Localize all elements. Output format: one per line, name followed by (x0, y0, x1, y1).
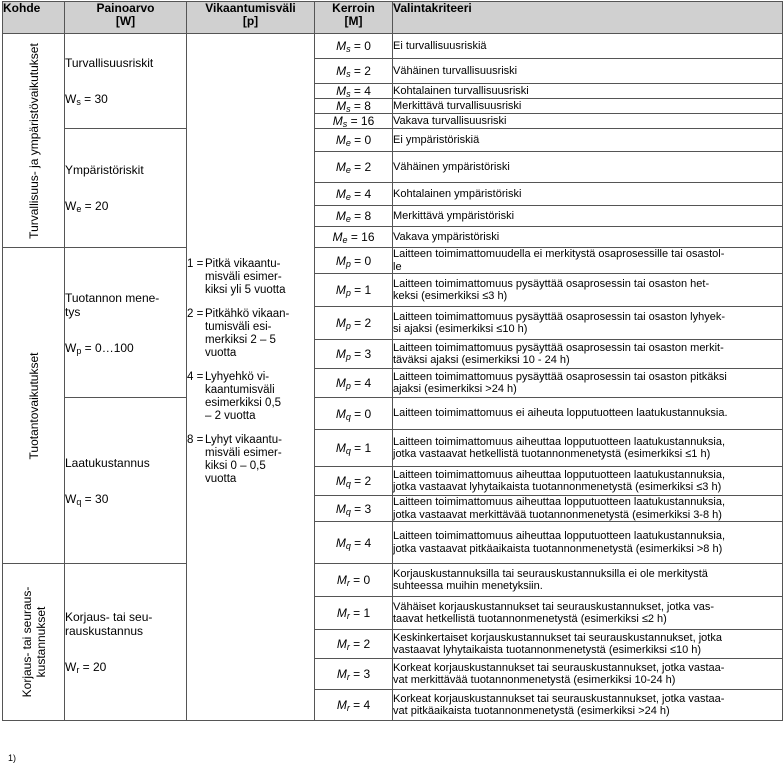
weight-name: Turvallisuusriskit (65, 56, 154, 70)
coefficient-cell: $M_p = 4$ (315, 369, 393, 398)
coefficient-cell: $M_s = 2$ (315, 59, 393, 84)
header-kohde: Kohde (3, 2, 65, 34)
group-cell (3, 248, 65, 564)
weight-name: Tuotannon mene- tys (65, 290, 160, 319)
weight-value: $W_r = 20$ (65, 660, 107, 675)
criterion-cell: Vähäinen ympäristöriski (393, 152, 783, 183)
criteria-table (2, 1, 783, 721)
footnote: 1) (8, 753, 17, 763)
coefficient-cell: $M_s = 4$ (315, 84, 393, 99)
table-row (3, 248, 783, 274)
coefficient-cell: $M_p = 0$ (315, 248, 393, 274)
coefficient-cell: $M_r = 1$ (315, 597, 393, 630)
criterion-cell: Kohtalainen turvallisuusriski (393, 84, 783, 99)
header-painoarvo: Painoarvo [W] (65, 2, 187, 34)
coefficient-cell: $M_q = 3$ (315, 496, 393, 522)
interval-item (187, 308, 314, 360)
table-row (3, 564, 783, 597)
criterion-cell: Laitteen toimimattomuus aiheuttaa lopputuotteen laatukustannuksia, jotka vastaavat lyhytaikaista tuotannonmenetystä (esimerkiksi ≤3 h) (393, 467, 783, 496)
weight-value: $W_s = 30$ (65, 92, 108, 107)
group-label: Tuotantovaikutukset (26, 352, 41, 459)
coefficient-cell: $M_p = 1$ (315, 274, 393, 307)
criterion-cell: Merkittävä ympäristöriski (393, 206, 783, 227)
table-row (3, 129, 783, 152)
criterion-cell: Laitteen toimimattomuus pysäyttää osaprosessin tai osaston merkit- täväksi ajaksi (esimerkiksi 10 - 24 h) (393, 340, 783, 369)
interval-item (187, 258, 314, 297)
criterion-cell: Laitteen toimimattomuudella ei merkitystä osaprosessille tai osastol- le (393, 248, 783, 274)
criterion-cell: Vähäiset korjauskustannukset tai seurauskustannukset, jotka vas- taavat hetkellistä tuotannonmenetystä (esimerkiksi ≤2 h) (393, 597, 783, 630)
coefficient-cell: $M_s = 0$ (315, 34, 393, 59)
header-vikaantumisvali: Vikaantumisväli [p] (187, 2, 315, 34)
coefficient-cell: $M_r = 4$ (315, 690, 393, 721)
coefficient-cell: $M_r = 2$ (315, 630, 393, 659)
coefficient-cell: $M_e = 0$ (315, 129, 393, 152)
group-cell (3, 34, 65, 248)
coefficient-cell: $M_e = 2$ (315, 152, 393, 183)
group-label: Korjaus- tai seuraus- kustannukset (19, 586, 48, 698)
weight-cell (65, 34, 187, 129)
criterion-cell: Laitteen toimimattomuus aiheuttaa lopputuotteen laatukustannuksia, jotka vastaavat merkittävää tuotannonmenetystä (esimerkiksi 3-8 h) (393, 496, 783, 522)
interval-text: Pitkä vikaantu- misväli esimer- kiksi yli 5 vuotta (205, 257, 286, 296)
interval-number: 4 = (187, 370, 204, 383)
group-label: Turvallisuus- ja ympäristövaikutukset (26, 42, 41, 239)
coefficient-cell: $M_e = 16$ (315, 227, 393, 248)
criterion-cell: Vakava turvallisuusriski (393, 114, 783, 129)
interval-text: Lyhyehkö vi- kaantumisväli esimerkiksi 0,5 – 2 vuotta (205, 370, 282, 422)
criterion-cell: Vähäinen turvallisuusriski (393, 59, 783, 84)
interval-text: Pitkähkö vikaan- tumisväli esi- merkiksi 2 – 5 vuotta (205, 307, 290, 359)
coefficient-cell: $M_r = 3$ (315, 659, 393, 690)
criterion-cell: Vakava ympäristöriski (393, 227, 783, 248)
criterion-cell: Laitteen toimimattomuus ei aiheuta lopputuotteen laatukustannuksia. (393, 398, 783, 430)
criterion-cell: Laitteen toimimattomuus aiheuttaa lopputuotteen laatukustannuksia, jotka vastaavat pitkäaikaista tuotannonmenetystä (esimerkiksi >8 h) (393, 522, 783, 564)
criterion-cell: Merkittävä turvallisuusriski (393, 99, 783, 114)
criterion-cell: Laitteen toimimattomuus pysäyttää osaprosessin tai osaston pitkäksi ajaksi (esimerkiksi >24 h) (393, 369, 783, 398)
weight-value: $W_p$ = 0…100 (65, 340, 134, 356)
coefficient-cell: $M_e = 8$ (315, 206, 393, 227)
header-valintakriteeri: Valintakriteeri (393, 2, 783, 34)
coefficient-cell: $M_p = 3$ (315, 340, 393, 369)
criterion-cell: Korkeat korjauskustannukset tai seurauskustannukset, jotka vastaa- vat pitkäaikaista tuotannonmenetystä (esimerkiksi >24 h) (393, 690, 783, 721)
coefficient-cell: $M_e = 4$ (315, 183, 393, 206)
interval-item (187, 371, 314, 423)
table-row (3, 398, 783, 430)
weight-cell (65, 129, 187, 248)
table-row (3, 34, 783, 59)
interval-number: 8 = (187, 433, 204, 446)
coefficient-cell: $M_p = 2$ (315, 307, 393, 340)
coefficient-cell: $M_s = 8$ (315, 99, 393, 114)
header-row (3, 2, 783, 34)
weight-cell (65, 248, 187, 398)
interval-item (187, 434, 314, 486)
criterion-cell: Laitteen toimimattomuus pysäyttää osaprosessin tai osaston lyhyek- si ajaksi (esimerkiksi ≤10 h) (393, 307, 783, 340)
group-cell (3, 564, 65, 721)
criterion-cell: Laitteen toimimattomuus aiheuttaa lopputuotteen laatukustannuksia, jotka vastaavat hetkellistä tuotannonmenetystä (esimerkiksi ≤1 h) (393, 430, 783, 467)
criterion-cell: Kohtalainen ympäristöriski (393, 183, 783, 206)
weight-value: $W_q = 30$ (65, 491, 109, 507)
interval-cell (187, 34, 315, 721)
weight-cell (65, 564, 187, 721)
criterion-cell: Korkeat korjauskustannukset tai seurauskustannukset, jotka vastaa- vat merkittävää tuotannonmenetystä (esimerkiksi 10-24 h) (393, 659, 783, 690)
coefficient-cell: $M_q = 1$ (315, 430, 393, 467)
criterion-cell: Ei turvallisuusriskiä (393, 34, 783, 59)
criterion-cell: Keskinkertaiset korjauskustannukset tai seurauskustannukset, jotka vastaavat lyhytaikaista tuotannonmenetystä (esimerkiksi ≤10 h) (393, 630, 783, 659)
coefficient-cell: $M_q = 0$ (315, 398, 393, 430)
criterion-cell: Korjauskustannuksilla tai seurauskustannuksilla ei ole merkitystä suhteessa muihin menetyksiin. (393, 564, 783, 597)
interval-number: 2 = (187, 307, 204, 320)
weight-name: Ympäristöriskit (65, 163, 144, 177)
interval-text: Lyhyt vikaantu- misväli esimer- kiksi 0 – 0,5 vuotta (205, 433, 282, 485)
weight-value: $W_e = 20$ (65, 199, 109, 214)
interval-number: 1 = (187, 257, 204, 270)
weight-cell (65, 398, 187, 564)
coefficient-cell: $M_q = 2$ (315, 467, 393, 496)
coefficient-cell: $M_s = 16$ (315, 114, 393, 129)
criterion-cell: Laitteen toimimattomuus pysäyttää osaprosessin tai osaston het- keksi (esimerkiksi ≤3 h) (393, 274, 783, 307)
header-kerroin: Kerroin [M] (315, 2, 393, 34)
coefficient-cell: $M_r = 0$ (315, 564, 393, 597)
coefficient-cell: $M_q = 4$ (315, 522, 393, 564)
weight-name: Laatukustannus (65, 455, 150, 470)
weight-name: Korjaus- tai seu- rauskustannus (65, 610, 153, 638)
criterion-cell: Ei ympäristöriskiä (393, 129, 783, 152)
